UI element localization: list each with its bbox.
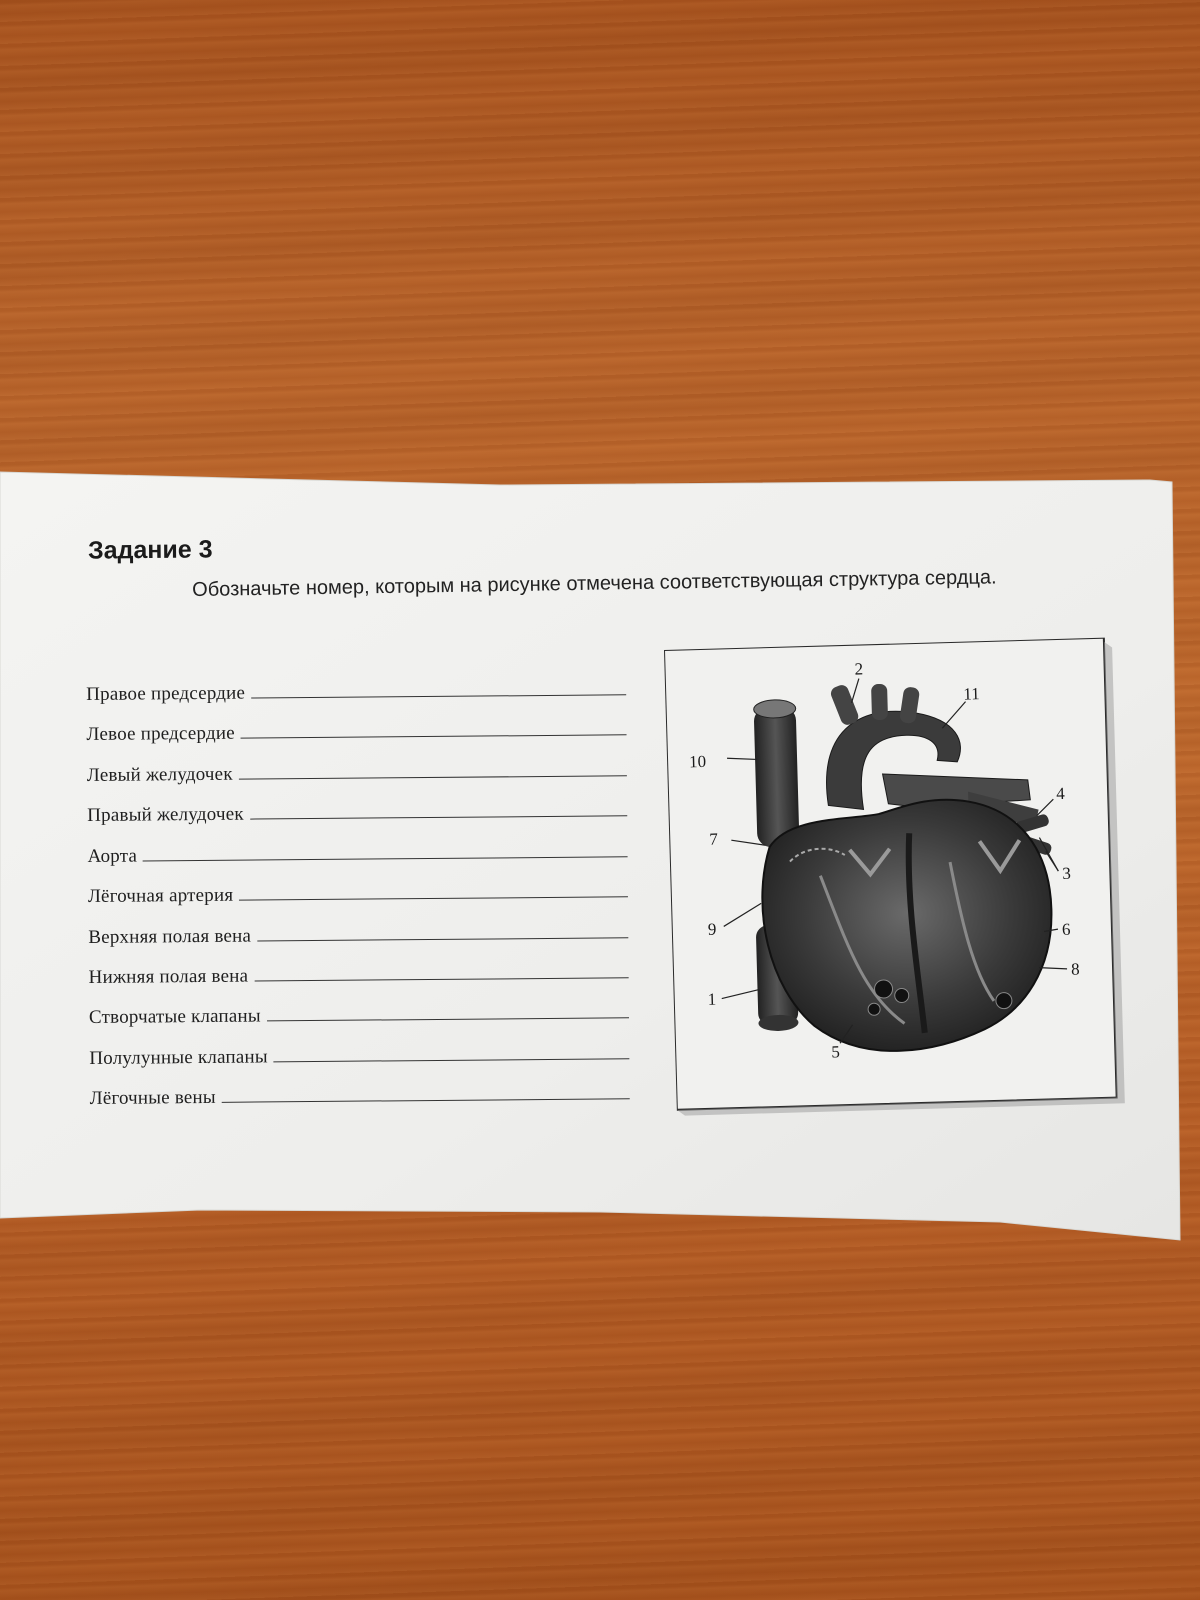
answer-line[interactable]	[239, 775, 627, 779]
item-label: Левый желудочек	[86, 763, 233, 786]
answer-row	[89, 1035, 629, 1070]
figure-label-3: 3	[1062, 863, 1072, 883]
figure-label-9: 9	[707, 919, 717, 939]
answer-row	[88, 954, 628, 989]
item-label: Правое предсердие	[86, 682, 246, 705]
heart-figure	[664, 637, 1127, 1117]
superior-vena-cava	[754, 706, 800, 847]
item-label: Лёгочные вены	[89, 1086, 216, 1109]
task-instruction: Обозначьте номер, которым на рисунке отмечена соответствующая структура сердца.	[192, 566, 997, 601]
answer-line[interactable]	[254, 977, 628, 981]
item-label: Верхняя полая вена	[88, 925, 252, 948]
answer-line[interactable]	[241, 734, 627, 738]
task-title: Задание 3	[87, 535, 213, 565]
answer-line[interactable]	[239, 896, 628, 900]
answer-row	[88, 873, 628, 908]
answer-row	[90, 1075, 630, 1110]
item-label: Створчатые клапаны	[88, 1005, 261, 1028]
answer-line[interactable]	[222, 1098, 630, 1103]
figure-label-4: 4	[1055, 783, 1065, 804]
item-label: Правый желудочек	[87, 803, 244, 826]
answer-line[interactable]	[257, 937, 628, 941]
answer-row	[86, 671, 626, 706]
figure-label-5: 5	[831, 1042, 841, 1062]
figure-label-1: 1	[707, 989, 717, 1009]
answer-row	[87, 792, 627, 827]
item-label: Аорта	[87, 845, 138, 867]
answer-row	[87, 833, 627, 868]
figure-label-7: 7	[709, 829, 719, 849]
answer-row	[88, 914, 628, 949]
answer-row	[86, 711, 626, 746]
answer-line[interactable]	[143, 856, 628, 861]
figure-label-11: 11	[963, 684, 980, 704]
item-label: Левое предсердие	[86, 722, 235, 745]
figure-label-6: 6	[1061, 919, 1071, 939]
figure-label-8: 8	[1070, 959, 1080, 979]
item-label: Лёгочная артерия	[87, 884, 234, 907]
answer-row	[89, 994, 629, 1029]
figure-label-10: 10	[688, 751, 707, 772]
figure-label-2: 2	[854, 659, 864, 679]
heart-diagram	[664, 637, 1127, 1117]
answer-line[interactable]	[267, 1017, 629, 1021]
answer-line[interactable]	[274, 1058, 630, 1062]
item-label: Полулунные клапаны	[89, 1046, 268, 1069]
answer-row	[87, 752, 627, 787]
answer-line[interactable]	[250, 815, 627, 819]
item-label: Нижняя полая вена	[88, 965, 249, 988]
answer-line[interactable]	[251, 694, 626, 698]
